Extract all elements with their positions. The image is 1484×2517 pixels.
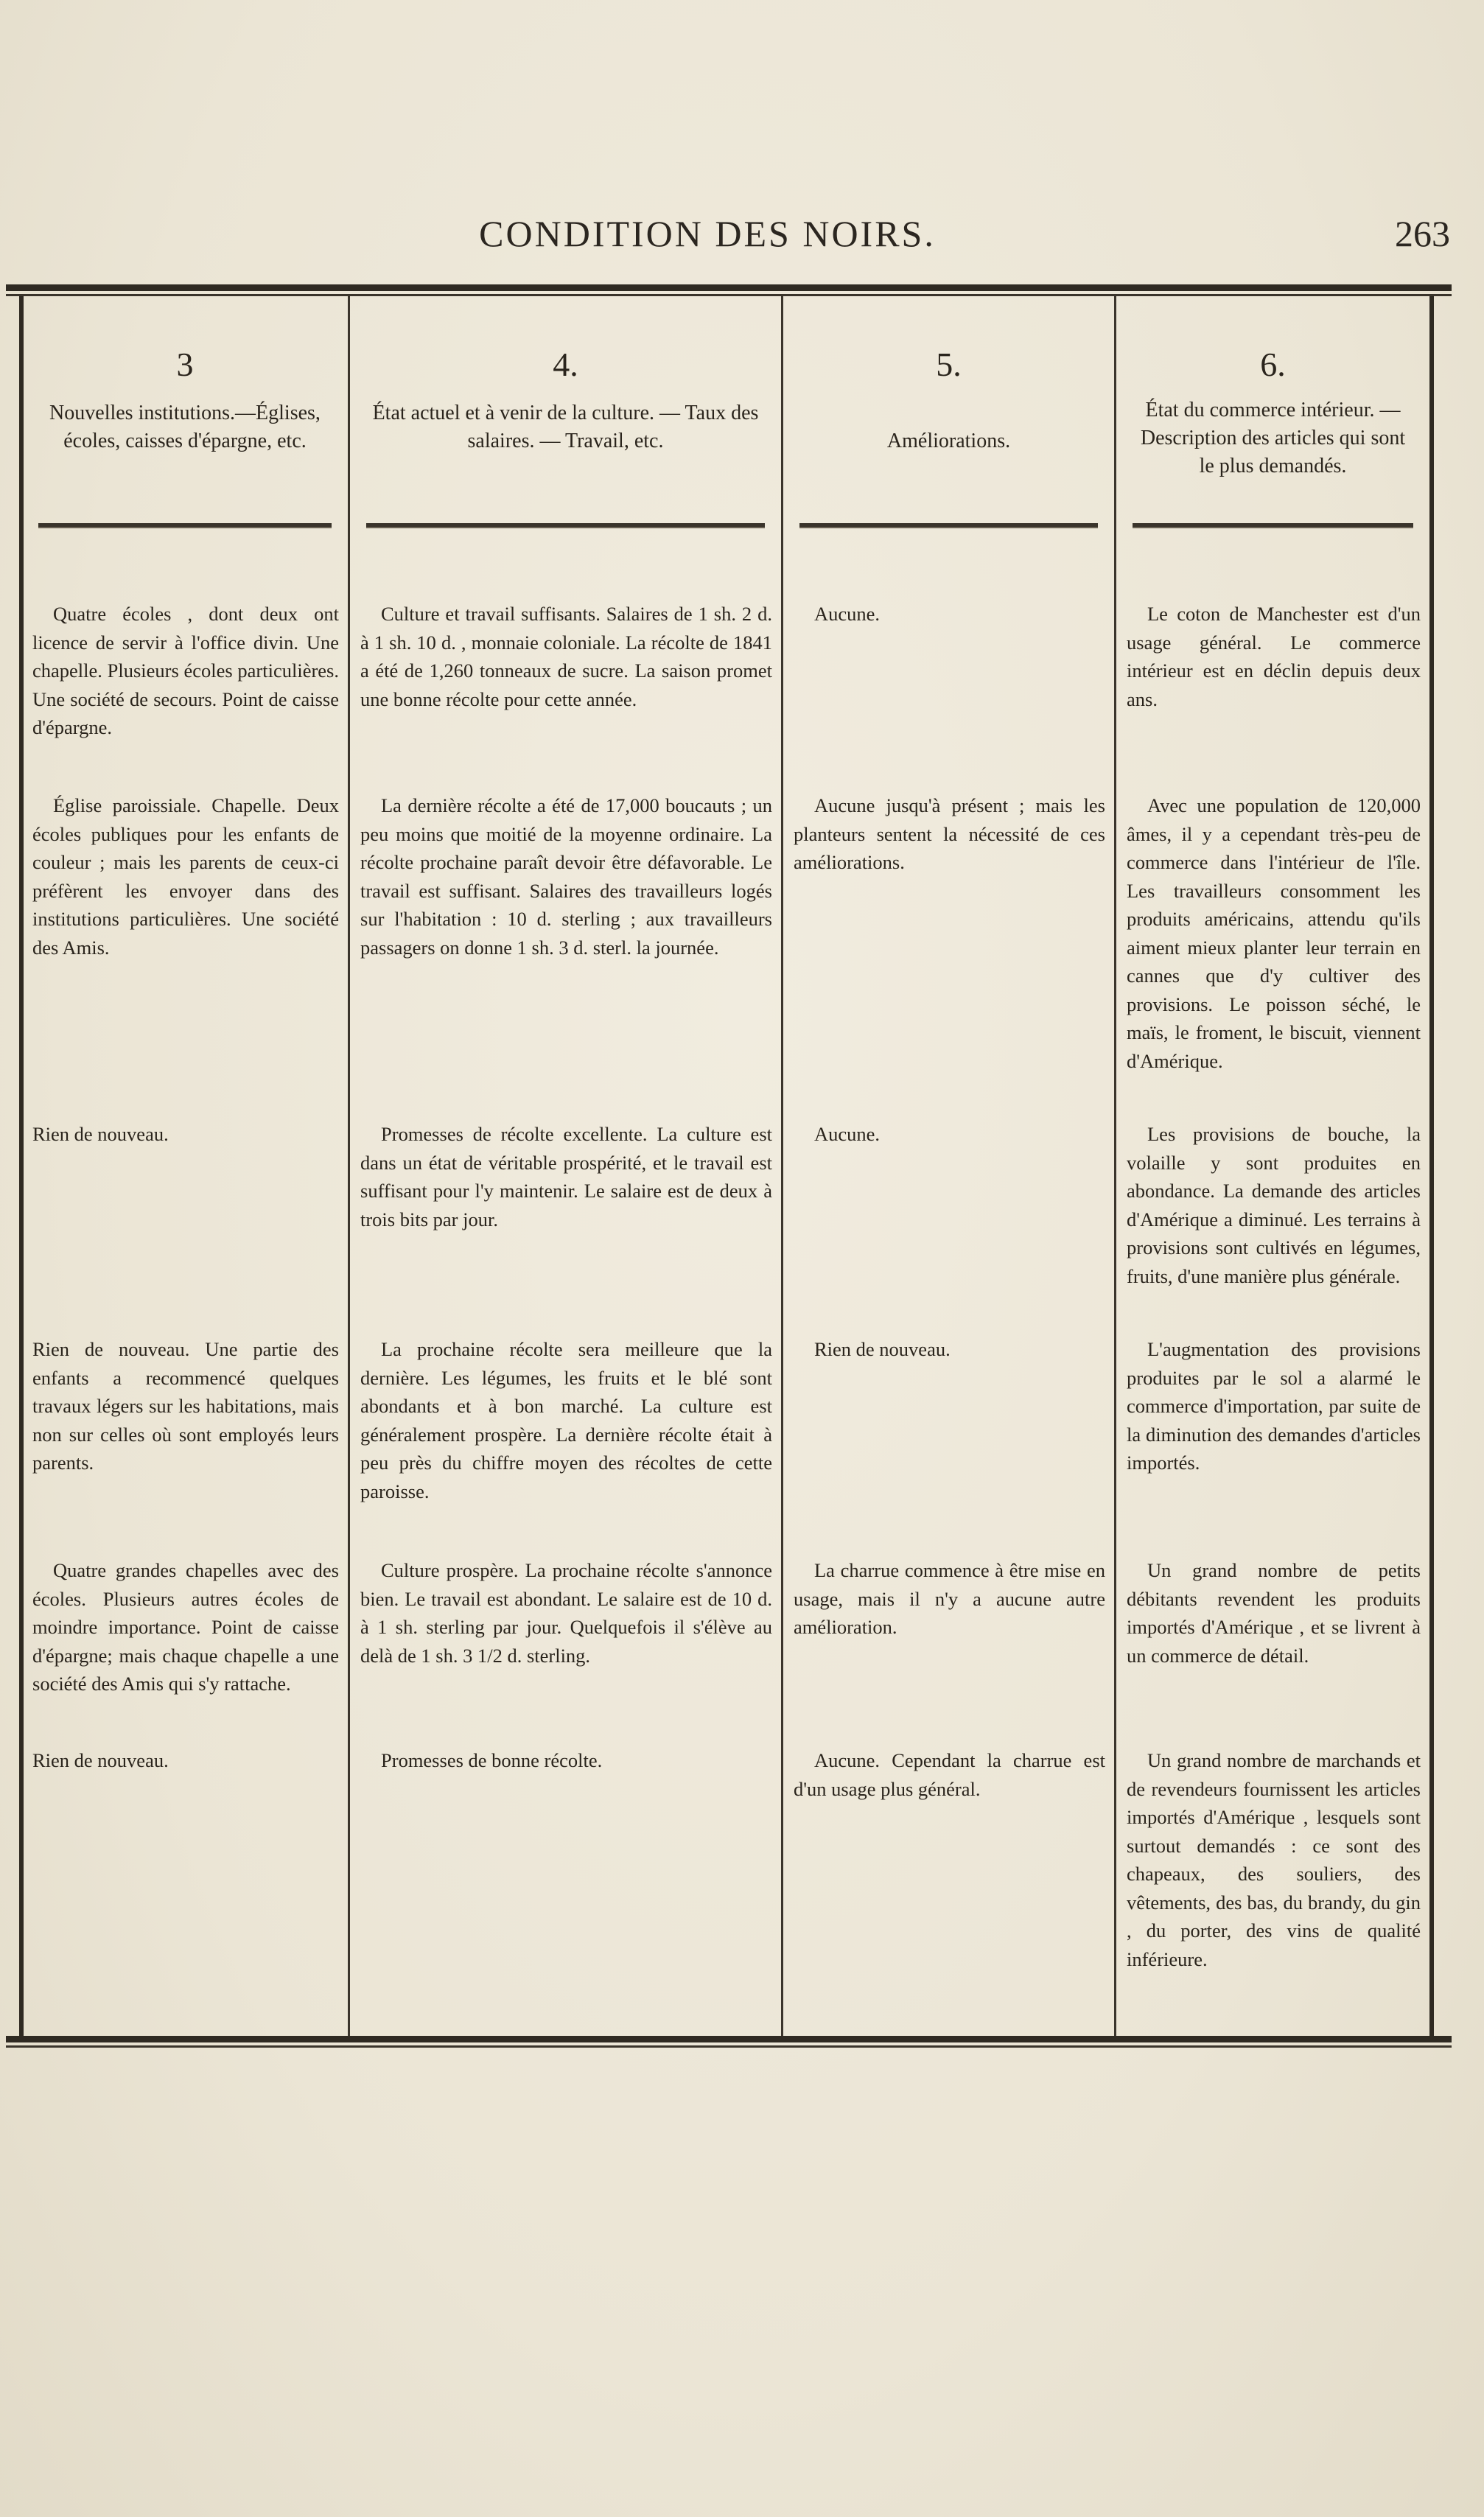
- table-cell: La prochaine récolte sera meilleure que la dernière. Les légumes, les fruits et le blé sont abondants et à bon marché. La culture est généralement prospère. La dernière récolte était à peu près du chiffre moyen des récoltes de cette paroisse.: [360, 1338, 772, 1502]
- table-cell: Les provisions de bouche, la volaille y sont produites en abondance. La demande des articles d'Amérique a diminué. Les terrains à provisions sont cultivés en légumes, fruits, d'une manière plus générale.: [1127, 1123, 1421, 1287]
- table-cell: Rien de nouveau.: [814, 1338, 951, 1360]
- table-cell: Rien de nouveau.: [32, 1749, 169, 1771]
- column-5: [783, 296, 1114, 2035]
- column-heading: Améliorations.: [886, 430, 1011, 452]
- table-cell: Rien de nouveau.: [32, 1123, 169, 1145]
- column-3: [22, 296, 348, 2035]
- table-cell: Culture et travail suffisants. Salaires de 1 sh. 2 d. à 1 sh. 10 d. , monnaie coloniale. La récolte de 1841 a été de 1,260 tonneaux de sucre. La saison promet une bonne récolte pour cette année.: [360, 603, 772, 710]
- table-bottom-rule: [6, 2036, 1452, 2042]
- table-cell: Le coton de Manchester est d'un usage général. Le commerce intérieur est en déclin depuis deux ans.: [1127, 603, 1421, 710]
- heading-rule: [38, 523, 332, 528]
- column-number: 3: [176, 346, 194, 383]
- table-cell: Quatre grandes chapelles avec des écoles. Plusieurs autres écoles de moindre importance. Point de caisse d'épargne; mais chaque chapelle a une société des Amis qui s'y rattache.: [32, 1559, 339, 1695]
- page-number: 263: [1395, 213, 1450, 254]
- table-bottom-rule-thin: [6, 2045, 1452, 2048]
- column-6: [1116, 296, 1429, 2035]
- table-cell: Avec une population de 120,000 âmes, il y a cependant très-peu de commerce dans l'intérieur de l'île. Les travailleurs consomment les produits américains, attendu qu'ils aiment mieux planter leur terrain en cannes que d'y cultiver des provisions. Le poisson séché, le maïs, le froment, le biscuit, viennent d'Amérique.: [1127, 794, 1421, 1072]
- table-right-border: [1429, 296, 1434, 2037]
- heading-rule: [1133, 523, 1413, 528]
- column-heading: Nouvelles institutions.—Églises, écoles, caisses d'épargne, etc.: [49, 402, 321, 452]
- table-cell: Aucune jusqu'à présent ; mais les planteurs sentent la nécessité de ces améliorations.: [794, 794, 1105, 873]
- column-number: 6.: [1260, 346, 1286, 383]
- table-cell: Promesses de récolte excellente. La culture est dans un état de véritable prospérité, et le travail est suffisant pour l'y maintenir. Le salaire est de deux à trois bits par jour.: [360, 1123, 772, 1231]
- table-cell: La charrue commence à être mise en usage, mais il n'y a aucune autre amélioration.: [794, 1559, 1105, 1638]
- column-heading: État du commerce intérieur. — Description des articles qui sont le plus demandés.: [1140, 399, 1406, 477]
- table-cell: Église paroissiale. Chapelle. Deux écoles publiques pour les enfants de couleur ; mais les parents de ceux-ci préfèrent les envoyer dans des institutions particulières. Une société des Amis.: [32, 794, 339, 959]
- table-cell: La dernière récolte a été de 17,000 boucauts ; un peu moins que moitié de la moyenne ordinaire. La récolte prochaine paraît devoir être défavorable. Le travail est suffisant. Salaires des travailleurs logés sur l'habitation : 10 d. sterling ; aux travailleurs passagers on donne 1 sh. 3 d. sterl. la journée.: [360, 794, 772, 959]
- table-cell: Aucune. Cependant la charrue est d'un usage plus général.: [794, 1749, 1105, 1800]
- heading-rule: [799, 523, 1098, 528]
- table-top-rule: [6, 284, 1452, 291]
- heading-rule: [366, 523, 765, 528]
- column-4: [350, 296, 781, 2035]
- column-number: 4.: [553, 346, 578, 383]
- column-number: 5.: [936, 346, 962, 383]
- table-cell: Aucune.: [814, 1123, 881, 1145]
- table-cell: Rien de nouveau. Une partie des enfants a recommencé quelques travaux légers sur les habitations, mais non sur celles où sont employés leurs parents.: [32, 1338, 339, 1474]
- table-cell: Un grand nombre de petits débitants revendent les produits importés d'Amérique , et se livrent à un commerce de détail.: [1127, 1559, 1421, 1667]
- table-cell: Quatre écoles , dont deux ont licence de servir à l'office divin. Une chapelle. Plusieurs écoles particulières. Une société de secours. Point de caisse d'épargne.: [32, 603, 339, 738]
- table-cell: Promesses de bonne récolte.: [381, 1749, 603, 1771]
- table-cell: Un grand nombre de marchands et de revendeurs fournissent les articles importés d'Amérique , lesquels sont surtout demandés : ce sont des chapeaux, des souliers, des vêtements, des bas, du brandy, du gin , du porter, des vins de qualité inférieure.: [1127, 1749, 1421, 1970]
- table-cell: Aucune.: [814, 603, 881, 625]
- running-title: CONDITION DES NOIRS.: [479, 213, 936, 254]
- table-cell: Culture prospère. La prochaine récolte s'annonce bien. Le travail est abondant. Le salaire est de 10 d. à 1 sh. sterling par jour. Quelquefois il s'élève au delà de 1 sh. 3 1/2 d. sterling.: [360, 1559, 772, 1667]
- column-heading: État actuel et à venir de la culture. — Taux des salaires. — Travail, etc.: [372, 402, 759, 452]
- table-cell: L'augmentation des provisions produites par le sol a alarmé le commerce d'importation, par suite de la diminution des demandes d'articles importés.: [1127, 1338, 1421, 1474]
